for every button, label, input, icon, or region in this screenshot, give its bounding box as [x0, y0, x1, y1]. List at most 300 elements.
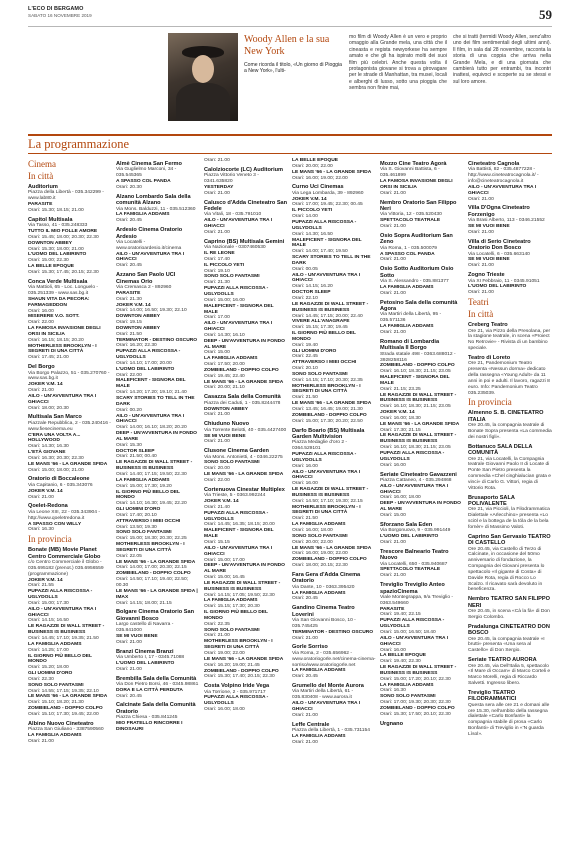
listing-detail: Viale Montegrappa, 9/a Treviglio - 0363.549660	[380, 594, 454, 606]
listing-detail: Orari: 16.00; 18.00	[292, 528, 333, 533]
film-title: LA FAMOSA INVASIONE DEGLI ORSI IN SICILIA	[380, 179, 453, 190]
listing-detail: Orari: 14.40; 17.15; 19.50; 22.30	[116, 471, 187, 477]
film-title: DORA E LA CITTÀ PERDUTA	[116, 687, 183, 693]
listing-column	[468, 158, 552, 842]
listing-detail: Ore 21, via Pizzo della Presolana, per la stagione teatrale, in scena «Proiect No Retrovie» - Rivista di un bambino speciale.	[468, 328, 551, 352]
listing-detail: Questa sera alle ore 21 e domani alle ore 15.30, nell'ambito della rassegna dialettale «Carlo Bonfanti» la compagnia stabile di prosa «Carlo Bonfanti» di Treviglio in «'N guarda Lìsol».	[468, 702, 550, 737]
film-title: JOKER V.M. 14	[380, 410, 415, 416]
listing-column	[380, 158, 464, 842]
listing-detail: Orari: 16.10; 18.30; 21.15; 23.05	[380, 445, 451, 451]
venue-name: Calcinate Sala della Comunità Oratorio	[116, 702, 196, 715]
listing-detail: Orari: 20.45	[292, 674, 318, 680]
listing-detail: Piazza San Giuliano - 3387590560	[28, 727, 104, 733]
venue-name: Osio Sopra Auditorium San Zeno	[380, 232, 453, 246]
film-title: LE MANS '66 - LA GRANDE SFIDA	[28, 694, 108, 700]
listing-detail: Orari: 16.10; 18.30; 21.15; 23.05	[380, 369, 451, 375]
venue-name: Seriate Cineteatro Gavazzeni	[380, 471, 457, 478]
area-heading: In provincia	[28, 534, 72, 545]
listing-detail: Orari: 21.50; 00.40	[116, 454, 157, 460]
film-title: LE MANS '66 - LA GRANDE SFIDA	[380, 421, 460, 427]
venue-name: Seriate TEATRO AURORA	[468, 657, 537, 664]
film-title: AILO - UN'AVVENTURA TRA I GHIACCI	[116, 251, 185, 263]
listing-detail: Orari: 16.00	[380, 462, 406, 468]
film-title: LE MANS '66 - LA GRANDE SFIDA	[292, 545, 372, 551]
listing-detail: Via S. Giovanni Battista, 6 - 035.461899	[380, 167, 440, 179]
listing-detail: Via Guglielmo Marconi, 34 - 035.545365	[116, 167, 177, 179]
film-title: SCARY STORIES TO TELL IN THE DARK	[292, 255, 371, 266]
listing-detail: Orari: 20.00	[204, 466, 230, 472]
film-title: MISERERE V.O. SOTT.	[28, 314, 80, 320]
listing-detail: Orari: 21.00	[116, 666, 142, 672]
venue-name: Clusone Cinema Garden	[204, 448, 269, 455]
listing-detail: Orari: 14.15; 17.10; 20.30; 22.35	[292, 377, 363, 383]
listing-detail: Orari: 16.00; 19.00; 22.00	[292, 551, 348, 557]
film-title: LA BELLE EPOQUE	[380, 653, 427, 659]
listing-detail: Orari: 16.20; 19.00; 21.45	[204, 662, 260, 668]
venue-name: Albino Nuovo Cineteatro	[28, 720, 94, 727]
film-title: JOKER V.M. 14	[116, 302, 151, 308]
film-title: L'ETÀ GIOVANE	[28, 450, 66, 456]
listing-detail: Orari: 21.00	[380, 330, 406, 335]
film-title: JOKER V.M. 14	[28, 577, 63, 583]
film-title: MOTHERLESS BROOKLYN - I SEGRETI DI UNA CITTÀ	[28, 343, 97, 355]
listing-detail: Orari: 17.45; 21.00	[28, 355, 69, 361]
listing-detail: Orari: 21.00	[292, 712, 318, 718]
venue-name: Creberg Teatro	[468, 322, 508, 329]
venue-name: Sforzano Sala Eden	[380, 521, 433, 528]
film-title: DOWNTON ABBEY	[28, 240, 73, 246]
film-title: MALEFICENT - SIGNORA DEL MALE	[116, 378, 186, 390]
venue-name: Zogno Trieste	[468, 272, 505, 279]
listing-detail: Orari: 16.10; 18.30; 21.15; 23.05	[380, 404, 451, 410]
listing-detail: Orari: 15.20; 18.00	[28, 665, 69, 671]
venue-name: Chiuduno Nuovo	[204, 421, 250, 428]
film-title: MALEFICENT - SIGNORA DEL MALE	[204, 528, 274, 540]
listing-detail: Orari: 16.00	[28, 308, 54, 314]
listing-detail: Ore 20.45, la compagnia teatrale «I brutti» presenta «Una sera al Castello» di Don Sergio.	[468, 636, 545, 654]
venue-name: Osio Sotto Auditorium Osio Sotto	[380, 266, 454, 279]
listing-detail: Orari: 15.00; 16.50; 18.40	[380, 630, 436, 635]
film-title: LA FAMIGLIA ADDAMS	[292, 590, 346, 596]
listing-detail: Orari: 21.00	[28, 388, 54, 394]
listing-detail: Via Trieste, 5 - 0363.992244	[204, 493, 266, 499]
film-title: ZOMBIELAND - DOPPIO COLPO	[116, 571, 191, 577]
venue-name: Villa di Serio Cineteatro Oratorio Don Bosco	[468, 238, 531, 252]
venue-name: Almè Cinema San Fermo	[116, 161, 182, 167]
listing-detail: Orari: 20.45	[116, 693, 142, 699]
venue-name: Fara Gera d'Adda Cinema Oratorio	[292, 571, 361, 585]
listing-detail: Orari: 20.10	[292, 366, 318, 372]
listing-detail: Orari: 15.00; 17.00	[204, 557, 245, 563]
film-title: MOTHERLESS BROOKLYN - I SEGRETI DI UNA CITTÀ	[116, 542, 185, 553]
listing-detail: Orari: 15.00; 17.30; 20.20; 22.50	[292, 418, 363, 424]
film-title: DEEP - UN'AVVENTURA IN FONDO AL MARE	[116, 431, 197, 442]
listing-detail: Orari: 21.00	[468, 229, 494, 235]
listing-detail: Orari: 22.35	[204, 621, 230, 627]
film-title: LE RAGAZZE DI WALL STREET - BUSINESS IS BUSINESS	[292, 487, 369, 498]
listing-detail: c/o Centro Commerciale il Globo - 035.695182 (prenot.) 035.6956559 (programmazione)	[28, 560, 104, 577]
film-title: C'ERA UNA VOLTA A... HOLLYWOOD	[28, 432, 81, 444]
listing-detail: Orari: 14.10; 16.30; 19.45; 22.20	[116, 501, 187, 507]
listing-detail: Via Torrione, 2 - 035.971717	[204, 689, 266, 695]
listing-detail: Orari: 16.00	[292, 463, 318, 469]
film-title: L'UOMO DEL LABIRINTO	[468, 284, 527, 290]
venue-name: Calolziocorte (LC) Auditorium	[204, 166, 284, 173]
film-title: LE MANS '66 - LA GRANDE SFIDA	[292, 169, 372, 175]
listing-detail: Via Mons. Antonietti, 4 - 0346.22275	[204, 454, 283, 460]
venue-name: Almenno S. B. CINETEATRO ITALIA	[468, 410, 544, 423]
listing-detail: Orari: 22.10	[292, 295, 318, 301]
venue-name: Romano di Lombardia Multisala Il Borgo	[380, 338, 440, 352]
listing-detail: Orari: 15.00; 22.30	[28, 258, 69, 264]
venue-name: Villa D'Ogna Cineteatro Forzenigo	[468, 205, 530, 218]
listing-detail: Orari: 20.45	[116, 263, 142, 269]
listing-detail: Orari: 21.00	[204, 190, 230, 196]
listing-detail: Orari: 15.10; 17.30; 19.45; 22.00	[28, 711, 99, 717]
listing-detail: Orari: 21.00	[116, 639, 142, 645]
feature-article	[168, 33, 552, 123]
film-title: LA FAMIGLIA ADDAMS	[204, 356, 258, 362]
listing-detail: Via Cremasca 2 - 892960	[116, 284, 172, 290]
listing-detail: Orari: 19.40; 22.30	[380, 659, 421, 665]
page-number: 59	[539, 7, 552, 22]
film-title: LA FAMIGLIA ADDAMS	[292, 733, 346, 739]
film-title: IL RE LEONE	[204, 251, 235, 257]
listing-detail: Orari: 20.45	[292, 596, 318, 602]
venue-name: Brusaporto SALA POLIVALENTE	[468, 494, 515, 507]
film-title: DOWNTON ABBEY	[116, 314, 161, 320]
area-heading: In città	[468, 309, 494, 320]
film-title: SPETTACOLO TEATRALE	[380, 567, 441, 573]
listing-detail: Orari: 15.15; 17.30; 20.30	[204, 604, 260, 610]
listing-detail: Orari: 13.50; 19.30	[116, 524, 157, 530]
area-heading: Cinema	[28, 159, 56, 169]
listing-detail: Orari: 15.30; 17.50; 20.10; 22.30	[380, 711, 451, 717]
film-title: LE RAGAZZE DI WALL STREET - BUSINESS IS BUSINESS	[292, 301, 369, 313]
listing-detail: Orari: 14.50; 17.10; 19.30; 22.15	[292, 498, 363, 504]
film-title: ZOMBIELAND - DOPPIO COLPO	[380, 363, 455, 369]
film-title: AILO - UN'AVVENTURA TRA I GHIACCI	[292, 701, 361, 712]
listing-column	[292, 158, 376, 842]
listing-detail: Via Borgonuovo, 9 - 035.991449	[380, 528, 451, 534]
listing-detail: Orari: 21.50	[292, 395, 318, 401]
listing-detail: Orari: 16.00	[292, 481, 318, 487]
film-title: AILO - UN'AVVENTURA TRA I GHIACCI	[204, 545, 273, 557]
listing-detail: Orari: 14.00; 16.50; 19.30; 22.10	[116, 308, 187, 314]
listing-detail: Orari: 16.00; 18.00	[380, 495, 421, 501]
film-title: SONO SOLO FANTASMI	[204, 627, 260, 633]
film-title: MALEFICENT - SIGNORA DEL MALE	[204, 303, 274, 315]
publication-date: SABATO 16 NOVEMBRE 2019	[28, 13, 92, 18]
venue-name: Treviglio TEATRO FILODRAMMATICI	[468, 689, 517, 703]
film-title: ZOMBIELAND - DOPPIO COLPO	[28, 706, 103, 712]
listing-detail: Via Mattioli, 65 - Loc. Longuelo - 035.251339 - www.sas.bg.it	[28, 285, 99, 297]
listing-detail: Orari: 15.10; 18.20; 21.30	[28, 700, 84, 706]
listing-detail: Orari: 21.00	[28, 738, 54, 744]
listing-detail: Orari: 22.45	[292, 354, 318, 360]
film-title: TUTTO IL MIO FOLLE AMORE	[28, 229, 98, 235]
film-title: SCARY STORIES TO TELL IN THE DARK	[116, 396, 195, 407]
film-title: MOTHERLESS BROOKLYN - I SEGRETI DI UNA CITTÀ	[292, 383, 361, 395]
listing-detail: Orari: 18.00; 20.15; 22.30	[292, 563, 348, 569]
film-title: DOCTOR SLEEP	[116, 448, 155, 454]
film-title: LA FAMIGLIA ADDAMS	[380, 324, 434, 330]
listing-detail: Orari: 00.05	[292, 266, 318, 272]
listing-detail: Orari: 14.25; 17.00	[28, 647, 69, 653]
film-title: L'UOMO DEL LABIRINTO	[380, 534, 439, 540]
film-title: SONO SOLO FANTASMI	[28, 682, 84, 688]
listing-detail: Orari: 21.00	[380, 224, 406, 230]
listing-detail: Ore 21, via Piccioli, la Filodrammatica Dialettale «Arlecchino» presenta «Lo sciöl e la bottega de la tóla de la bela fornèr» di Massimo Valoti.	[468, 507, 550, 530]
listing-detail: Via Vittoria, 12 - 035.520430	[380, 212, 442, 218]
venue-name: Curno Uci Cinemas	[292, 184, 344, 191]
film-title: SONO SOLO FANTASMI	[292, 533, 348, 539]
film-title: LE MANS '66 - LA GRANDE SFIDA	[204, 379, 284, 385]
listing-detail: Via Capitanio, 6 - 035.343076	[28, 482, 93, 488]
listing-detail: Orari: 21.15; 23.25	[380, 386, 421, 392]
venue-name: Costa Volpino Iride Vega	[204, 683, 270, 690]
listing-column	[116, 158, 200, 842]
listing-detail: Orari: 21.00	[380, 290, 406, 296]
listing-detail: Orari: 14.10; 17.00; 20.00	[116, 360, 172, 366]
film-title: LE RAGAZZE DI WALL STREET - BUSINESS IS BUSINESS	[380, 392, 457, 404]
film-title: LA BELLE EPOQUE	[28, 264, 75, 270]
listing-detail: Orari: 14.15; 18.00; 21.15	[116, 600, 172, 606]
listing-detail: Orari: 16.00; 18.00	[204, 707, 245, 713]
film-title: LA FAMIGLIA ADDAMS	[28, 641, 82, 647]
listing-detail: Orari: 20.45	[116, 218, 142, 224]
film-title: LA FAMIGLIA ADDAMS	[292, 522, 346, 528]
listing-detail: Orari: 19.10	[204, 268, 230, 274]
film-title: LE MANS '66 - LA GRANDE SFIDA	[28, 461, 108, 467]
listing-detail: Orari: 15.00; 18.30; 20.30; 22.25	[116, 536, 187, 542]
film-title: PUPAZZI ALLA RISCOSSA - UGLYDOLLS	[292, 220, 357, 231]
listing-detail: Orari: 14.45; 17.10; 19.35; 21.50	[28, 635, 99, 641]
listing-detail: Strada statale 498 - 0363.688012 - 3928258116	[380, 351, 456, 363]
listing-detail: Orari: 15.15	[204, 539, 230, 545]
listing-detail: Orari: 17.50; 20.00	[204, 362, 245, 368]
film-title: LE RAGAZZE DI WALL STREET - BUSINESS IS BUSINESS	[380, 665, 457, 676]
listing-detail: Orari: 19.45; 22.40	[204, 373, 245, 379]
venue-name: Alzano Lombardo Sala della comunità Alzano	[116, 193, 191, 207]
listing-column	[204, 158, 288, 842]
listing-detail: Orari: 16.20; 22.30	[116, 343, 157, 349]
listing-detail: Orari: 00.20	[116, 407, 142, 413]
listing-detail: Piazza della Libertà - 035.342299 - www.lab80.it	[28, 190, 104, 202]
listing-detail: Orari: 16.00	[380, 647, 406, 653]
film-title: LA FAMIGLIA ADDAMS	[380, 682, 434, 688]
film-title: ZOMBIELAND - DOPPIO COLPO	[292, 557, 367, 563]
listing-detail: Orari: 20.00; 22.00	[292, 163, 333, 169]
listing-detail: Ore 21, via Locatelli, la Compagnia teatrale Giovanni Paolo II di Locate di Ponte San Pietro presenta la commedia «Chel cinghialucian grata e vinci» di Carlo G. Vittori, regia di Vittorio Rota.	[468, 456, 551, 491]
film-title: SE MI VUOI BENE	[204, 433, 246, 439]
film-title: A SPASSO COL PANDA	[116, 179, 171, 185]
listing-detail: Orari: 15.00; 17.20; 20.10; 22.30	[380, 676, 451, 682]
film-title: MOTHERLESS BROOKLYN - I SEGRETI DI UNA CITTÀ	[204, 639, 273, 651]
film-title: AILO - UN'AVVENTURA TRA I GHIACCI	[292, 469, 361, 481]
listing-detail: Orari: 21.00	[28, 494, 54, 500]
film-title: MALEFICENT - SIGNORA DEL MALE	[292, 237, 362, 249]
venue-name: Darfo Boario (BS) Multisala Garden Multivision	[292, 427, 365, 440]
listing-detail: Piazza Medaglie d'oro 2 - 0364.529101	[292, 440, 348, 452]
film-title: LE RAGAZZE DI WALL STREET - BUSINESS IS BUSINESS	[204, 580, 281, 592]
listing-detail: Orari: 15.15; 17.30; 19.45	[292, 325, 348, 331]
listing-detail: Orari: 21.00	[204, 633, 230, 639]
film-title: IL PICCOLO YETI	[292, 208, 333, 214]
listing-detail: Orari: 14.45; 16.35; 18.15; 20.00	[204, 522, 275, 528]
listing-detail: Orari: 16.30	[380, 688, 406, 694]
film-title: SONO SOLO FANTASMI	[204, 274, 260, 280]
film-title: LE RAGAZZE DI WALL STREET - BUSINESS IS BUSINESS	[28, 624, 105, 636]
listing-detail: Largo castello di Navarra - 035.841000	[116, 622, 174, 634]
listing-detail: Via Tasso, 41 - 035.248333	[28, 223, 88, 229]
film-title: DEEP - UN'AVVENTURA IN FONDO AL MARE	[204, 563, 285, 575]
film-title: SE MI VUOI BENE	[468, 224, 510, 230]
listing-detail: Orari: 22.05	[116, 553, 142, 559]
page-header	[28, 6, 552, 27]
listing-detail: Orari: 17.40	[204, 256, 230, 262]
area-heading: In città	[28, 171, 54, 181]
listing-detail: Piazza Chiesa - 035.841245	[116, 715, 178, 721]
film-title: DEEP - UN'AVVENTURA IN FONDO AL MARE	[380, 501, 461, 513]
venue-name: Capitol Multisala	[28, 216, 73, 223]
listing-detail: Orari: 15.00	[204, 350, 230, 356]
venue-name: Bottanuco SALA DELLA COMUNITÀ	[468, 443, 533, 457]
film-title: AILO - UN'AVVENTURA TRA I GHIACCI	[28, 393, 97, 405]
listing-detail: Orari: 17.30; 21.15	[380, 427, 421, 433]
listing-detail: Orari: 19.40	[292, 342, 318, 348]
listing-detail: Orari: 15.00; 18.00; 21.00	[28, 467, 84, 473]
film-title: AILO - UN'AVVENTURA TRA I GHIACCI	[204, 321, 273, 333]
section-title: La programmazione	[28, 137, 129, 151]
film-title: SE MI VUOI BENE	[468, 257, 510, 263]
film-title: PARASITE	[28, 202, 53, 208]
listing-detail: Ore 20.45, in scena «Cà la fà» di Don Sergio Colombo.	[468, 609, 550, 620]
listing-detail: Orari: 15.30; 18.00; 21.00	[28, 246, 84, 252]
listing-detail: Orari: 17.40; 20.10	[116, 512, 157, 518]
publication-name: L'ECO DI BERGAMO	[28, 6, 84, 12]
listing-detail: Orari: 14.00; 17.40; 19.50	[292, 249, 348, 255]
listing-detail: Orari: 21.50	[116, 331, 142, 337]
listing-detail: Via Torrente Belotti, 40 - 035.4427400	[204, 427, 287, 433]
film-title: GLI UOMINI D'ORO	[292, 348, 337, 354]
listing-detail: Orari: 16.15; 18.15; 20.20	[28, 337, 84, 343]
film-title: JOKER V.M. 14	[28, 382, 63, 388]
venue-name: Branzi Cinema Branzi	[116, 648, 174, 655]
film-title: DOWNTON ABBEY	[204, 406, 249, 412]
film-title: ATTRAVERSO I MIEI OCCHI	[292, 360, 357, 366]
film-title: AILO - UN'AVVENTURA TRA I GHIACCI	[468, 184, 537, 196]
venue-name: Auditorium	[28, 184, 58, 190]
area-heading: In provincia	[468, 397, 512, 408]
listing-detail: Orari: 18.00; 20.30	[28, 405, 69, 411]
film-title: SE MI VUOI BENE	[116, 633, 158, 639]
listing-detail: Orari: 19.00; 22.00	[204, 651, 245, 656]
listing-detail: Orari: 14.00	[292, 214, 318, 220]
listing-detail: Orari: 15.45; 18.00; 20.30; 22.30	[28, 234, 99, 240]
listing-detail: Via Leone XIII, 22 - 035.343904 - http://www.qoeletredona.it	[28, 509, 100, 521]
film-title: MALEFICENT - SIGNORA DEL MALE	[380, 375, 450, 386]
listing-detail: Orari: 14.15; 16.50	[28, 618, 69, 624]
film-title: MOTHERLESS BROOKLYN - I SEGRETI DI UNA CITTÀ	[292, 504, 361, 516]
listing-detail: Via Dante, 10 - 0363.395420	[292, 584, 355, 590]
listing-detail: Piazzale Repubblica, 2 - 035.240416 - www.fiesecinema.eu	[28, 420, 111, 432]
listing-detail: Via Locatelli, 650 - 035.940687	[380, 561, 448, 567]
listing-detail: Orari: 21.00	[380, 573, 406, 579]
listing-detail: Via Martiri della Libertà, 61 - 035.830408 - www.aurora.it	[292, 689, 354, 701]
film-title: LE RAGAZZE DI WALL STREET - BUSINESS IS BUSINESS	[380, 433, 457, 445]
listing-detail: Orari: 14.00; 16.10; 18.20; 20.20	[116, 425, 187, 431]
film-title: GLI UOMINI D'ORO	[116, 507, 161, 513]
film-title: L'UOMO DEL LABIRINTO	[28, 252, 87, 258]
listing-detail: Via Borgo Palazzo, 51 - 035.270760 - www.sas.bg.it	[28, 370, 110, 382]
venue-name: Cortenuova Cinestar Multiplex	[204, 486, 285, 493]
listing-detail: Via Nazionale - 0307460530	[204, 245, 266, 251]
listing-detail: Orari: 21.00	[380, 539, 406, 545]
film-title: IL GIORNO PIÙ BELLO DEL MONDO	[28, 653, 92, 665]
listing-detail: Via Battisti, 82 - 035.4877228 - http://www.cineteatrocagnola.it/ - info@cineteatrocagnola.it	[468, 167, 539, 185]
venue-name: Brembilla Sala della Comunità	[116, 675, 197, 682]
venue-name: Nembro TEATRO SAN FILIPPO NERI	[468, 596, 550, 609]
film-title: AILO - UN'AVVENTURA TRA I GHIACCI	[380, 635, 449, 647]
film-title: AILO - UN'AVVENTURA TRA I GHIACCI	[28, 606, 97, 618]
listing-detail: Orari: 21.00	[380, 257, 406, 263]
film-title: IL GIORNO PIÙ BELLO DEL MONDO	[204, 610, 268, 621]
listing-detail: Via Brasi Alberto, 113 - 0346.21552	[468, 218, 545, 224]
venue-name: Calusco d'Adda Cineteatro San Fedele	[204, 199, 288, 213]
film-title: LE MANS '66 - LA GRANDE SFIDA	[204, 656, 284, 662]
venue-name: Urgnano	[380, 720, 403, 727]
listing-detail: Orari: 17.00; 19.30; 20.30; 22.30	[380, 700, 451, 706]
venue-name: Grumello del Monte Aurora	[292, 683, 364, 690]
film-title: LE MANS '66 - LA GRANDE SFIDA	[116, 559, 196, 565]
listing-detail: Orari: 15.30; 18.15; 21.00	[28, 207, 84, 213]
film-title: SONO SOLO FANTASMI	[380, 694, 436, 700]
listing-detail: Via Roma, 2 - 035.656962 - www.oratoriogorle.net/cinema-cinema-sorriso/www.oratoriogorle.net	[292, 650, 376, 668]
listing-detail: Ore 20.45, via Castello di Terzo di Calcinate, in occasione del 50mo anniversario di fondazione, la Compagnia dei Giovani presenta lo spettacolo «Il gigante di Costa» di Davide Rota, regia di Rocco Lo Scalzo. Il ricavato sarà devoluto in beneficenza.	[468, 546, 545, 593]
listing-detail: Orari: 22.30	[28, 676, 54, 682]
listing-detail: Orari: 21.40	[204, 504, 230, 510]
listing-detail: Orari: 14.15; 17.05; 19.50; 22.30	[204, 592, 275, 598]
film-title: YESTERDAY	[204, 184, 234, 190]
listing-detail: Via Lega Lombarda, 39 - 892960	[292, 190, 364, 196]
listing-detail: Orari: 17.00; 19.45; 22.30; 00.45	[292, 202, 363, 208]
feature-body-column: mo film di Woody Allen è un vero e proprio omaggio alla Grande mela, una città che il cineasta e regista newyorkese ha sempre amato e che gli ha ispirato molti dei suoi film più celebri. Anche questa volta il protagonista giovane si trova a girovagare per le strade di Manhattan, tra musei, locali e alberghi di lusso, sotto una pioggia che sembra non finire mai,	[349, 34, 447, 92]
listing-detail: Ore 20.45, via Dell'Italia 5, spettacolo «Il Mare di Occam» di Marco Corteli e Marco Morelli, regia di Riccardo Salvetti. Ingresso libero.	[468, 663, 551, 687]
film-title: VIVERE ALL'ANAGRAFE	[292, 319, 350, 325]
venue-name: Leffe Centrale	[292, 721, 330, 728]
listing-detail: Orari: 21.50	[292, 516, 318, 522]
listing-detail: Orari: 15.00; 17.30; 19.20	[116, 483, 172, 489]
listing-detail: Orari: 16.30; 20.30; 22.30	[28, 455, 84, 461]
film-title: DOCTOR SLEEP	[292, 290, 331, 296]
listing-detail: Orari: 15.30; 17.45; 20.15; 22.30	[28, 269, 99, 275]
feature-body-column: che si tratti (termidi Woody Allen, senz'altro uno dei film sentimentali degli ultimi anni). Il film, in sala dal 28 novembre, racconta la storia di una coppia che arriva nella Grande Mela, e di una giornata che cambierà tutto per entrambi, tra incontri inattesi, equivoci e scoperte su se stessi e sul loro amore.	[453, 34, 551, 85]
listing-detail: Via Mons. Balduzzi, 11 - 035.512360	[116, 206, 196, 212]
listing-detail: Via Vitali, 18 - 035.791010	[204, 212, 262, 218]
listing-detail: Orari: 21.55	[28, 583, 54, 589]
movie-still-photo-icon	[168, 33, 238, 121]
listing-detail: Via Don Pietro Borsi, 46 - 0345.98861	[116, 681, 199, 687]
venue-name: Caprino San Gervasio TEATRO DI CASTELLO	[468, 533, 551, 547]
film-title: LA FAMIGLIA ADDAMS	[116, 212, 170, 218]
listing-detail: Piazza della Libertà, 1 - 035.731154	[292, 728, 370, 734]
film-title: IL PICCOLO YETI	[204, 262, 245, 268]
listing-detail: Orari: 21.00	[292, 635, 318, 641]
film-title: ZOMBIELAND - DOPPIO COLPO	[380, 705, 455, 711]
venue-name: Conca Verde Multisala	[28, 278, 88, 285]
venue-name: Mozzo Cine Teatro Agorà	[380, 161, 447, 167]
